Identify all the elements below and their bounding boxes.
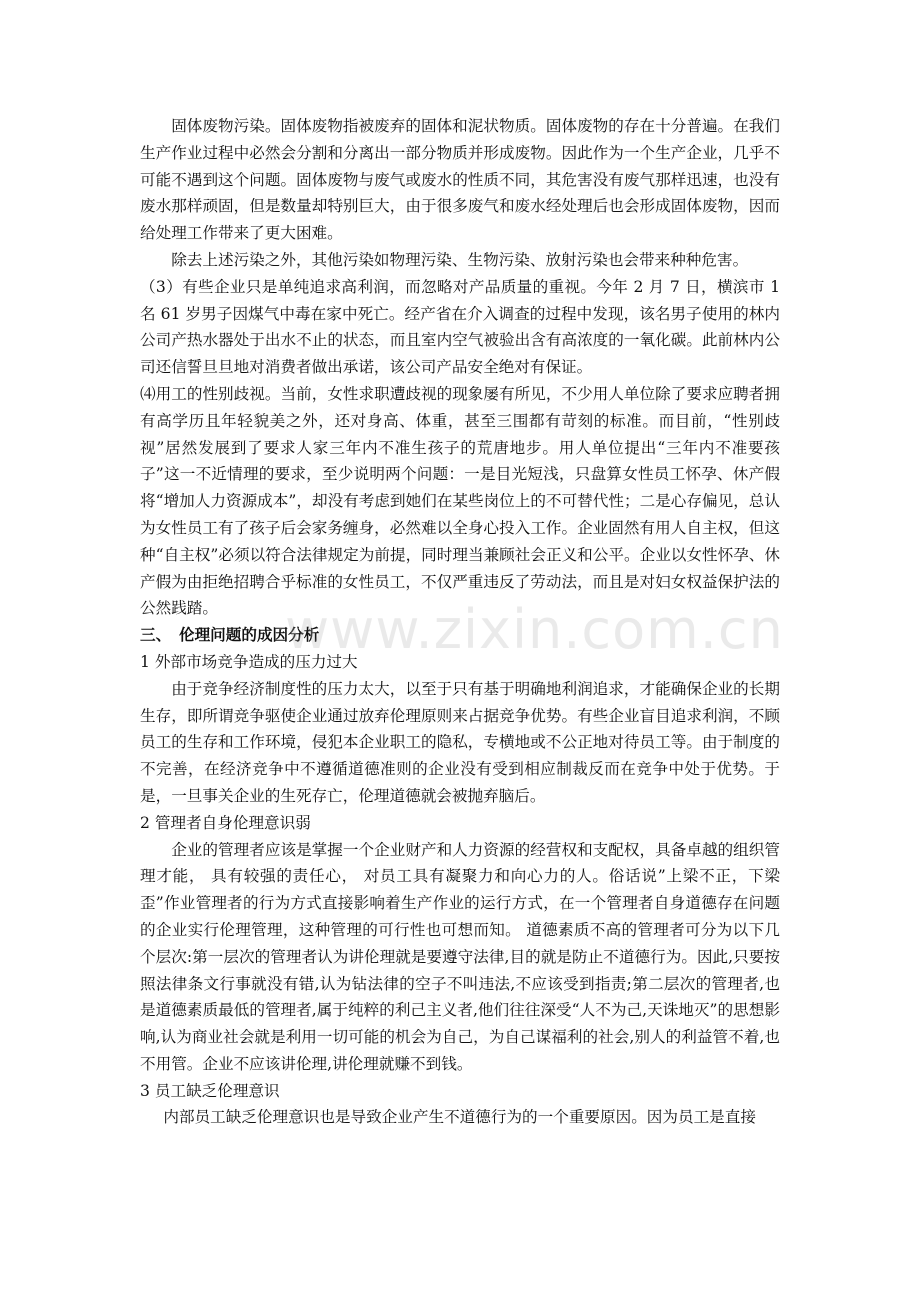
watermark-text: www.zixin.com.cn xyxy=(285,598,784,661)
paragraph-market-pressure: 由于竞争经济制度性的压力太大，以至于只有基于明确地利润追求，才能确保企业的长期生存，即所谓竞争驱使企业通过放弃伦理原则来占据竞争优势。有些企业盲目追求利润，不顾员工的生存和工作环境，侵犯本企业职工的隐私，专横地或不公正地对待员工等。由于制度的不完善，在经济竞争中不遵循道德准则的企业没有受到相应制裁反而在竞争中处于优势。于是，一旦事关企业的生死存亡，伦理道德就会被抛弃脑后。 xyxy=(140,679,780,805)
subheading-market-pressure: 1 外部市场竞争造成的压力过大 xyxy=(140,652,358,671)
paragraph-manager-ethics: 企业的管理者应该是掌握一个企业财产和人力资源的经营权和支配权，具备卓越的组织管理才能， 具有较强的责任心， 对员工具有凝聚力和向心力的人。俗话说”上梁不正，下梁歪”作业管理者的行为方式直接影响着生产作业的运行方式，在一个管理者自身道德存在问题的企业实行伦理管理，这种管理的可行性也可想而知。 道德素质不高的管理者可分为以下几个层次:第一层次的管理者认为讲伦理就是要遵守法律,目的就是防止不道德行为。因此,只要按照法律条文行事就没有错,认为钻法律的空子不叫违法,不应该受到指责;第二层次的管理者,也是道德素质最低的管理者,属于纯粹的利己主义者,他们往往深受“人不为己,天诛地灭”的思想影响,认为商业社会就是利用一切可能的机会为自己，为自己谋福利的社会,别人的利益管不着,也不用管。企业不应该讲伦理,讲伦理就赚不到钱。 xyxy=(140,840,780,1073)
paragraph-gender-discrimination: ⑷用工的性别歧视。当前，女性求职遭歧视的现象屡有所见，不少用人单位除了要求应聘者拥有高学历且年轻貌美之外，还对身高、体重，甚至三围都有苛刻的标准。而目前，“性别歧视”居然发展到了要求人家三年内不准生孩子的荒唐地步。用人单位提出“三年内不准要孩子”这一不近情理的要求，至少说明两个问题：一是目光短浅，只盘算女性员工怀孕、休产假将“增加人力资源成本”，却没有考虑到她们在某些岗位上的不可替代性；二是心存偏见，总认为女性员工有了孩子后会家务缠身，必然难以全身心投入工作。企业固然有用人自主权，但这种“自主权”必须以符合法律规定为前提，同时理当兼顾社会正义和公平。企业以女性怀孕、休产假为由拒绝招聘合乎标准的女性员工，不仅严重违反了劳动法，而且是对妇女权益保护法的公然践踏。 xyxy=(140,384,780,618)
paragraph-other-pollution: 除去上述污染之外，其他污染如物理污染、生物污染、放射污染也会带来种种危害。 xyxy=(171,250,749,269)
subheading-employee-ethics: 3 员工缺乏伦理意识 xyxy=(140,1081,280,1100)
paragraph-product-quality: （3）有些企业只是单纯追求高利润，而忽略对产品质量的重视。今年 2 月 7 日，横滨市 1 名 61 岁男子因煤气中毒在家中死亡。经产省在介入调查的过程中发现，该名男子使用的林内公司产热水器处于出水不止的状态，而且室内空气被验出含有高浓度的一氧化碳。此前林内公司还信誓旦旦地对消费者做出承诺，该公司产品安全绝对有保证。 xyxy=(140,277,780,377)
document-body xyxy=(140,113,780,1131)
paragraph-solid-waste: 固体废物污染。固体废物指被废弃的固体和泥状物质。固体废物的存在十分普遍。在我们生产作业过程中必然会分割和分离出一部分物质并形成废物。因此作为一个生产企业，几乎不可能不遇到这个问题。固体废物与废气或废水的性质不同，其危害没有废气那样迅速，也没有废水那样顽固，但是数量却特别巨大，由于很多废气和废水经处理后也会形成固体废物，因而给处理工作带来了更大困难。 xyxy=(140,117,780,243)
paragraph-employee-ethics: 内部员工缺乏伦理意识也是导致企业产生不道德行为的一个重要原因。因为员工是直接 xyxy=(163,1108,756,1127)
section-heading-causes: 三、 伦理问题的成因分析 xyxy=(140,625,320,645)
subheading-manager-ethics: 2 管理者自身伦理意识弱 xyxy=(140,813,311,832)
